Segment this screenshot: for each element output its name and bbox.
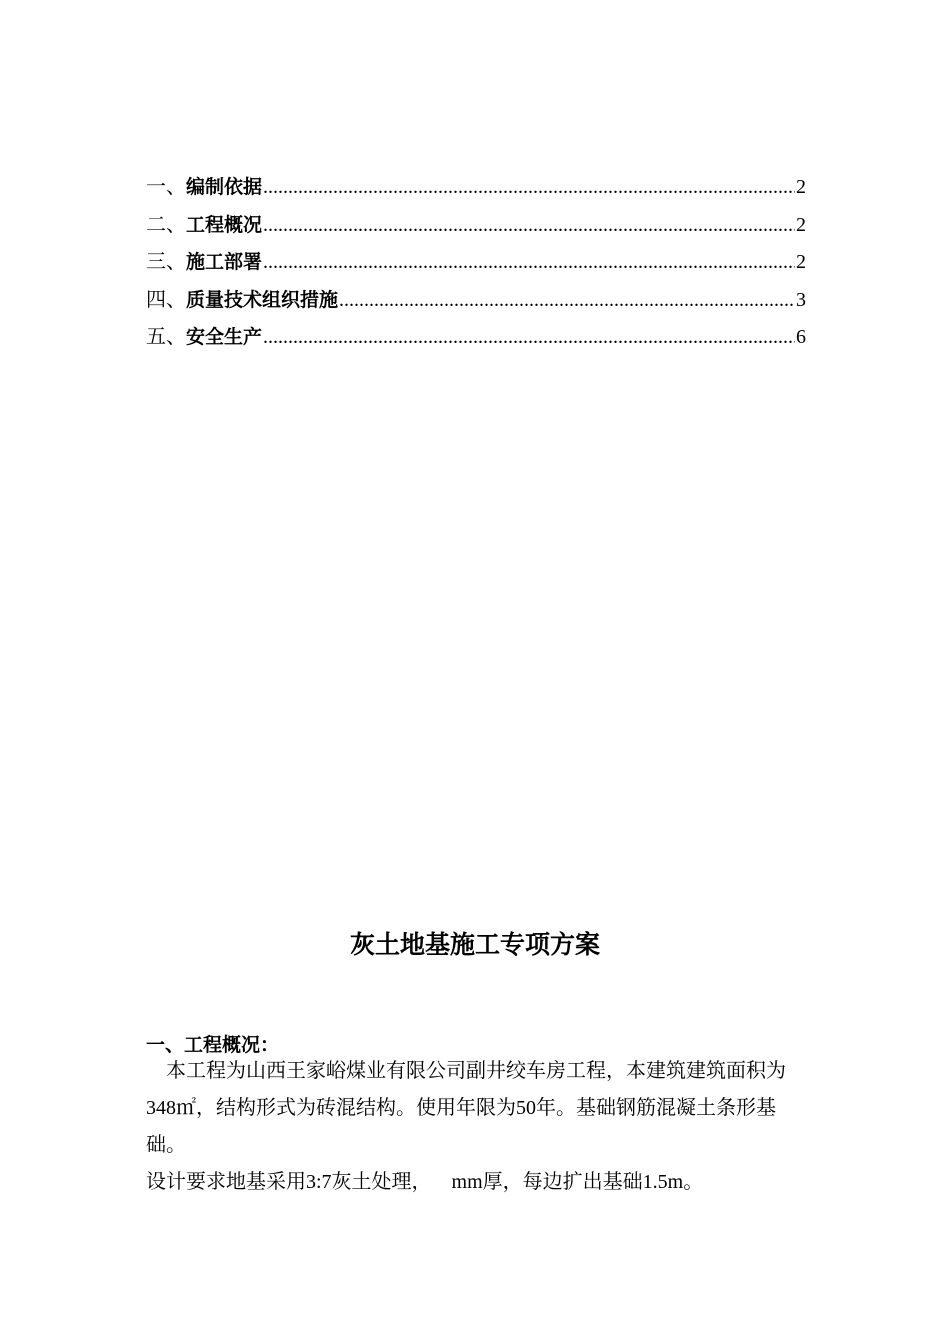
- toc-entry-number: 五、: [146, 326, 186, 348]
- toc-entry[interactable]: [146, 247, 806, 285]
- table-of-contents: [146, 172, 806, 360]
- document-title: 灰土地基施工专项方案: [349, 930, 600, 959]
- toc-entry[interactable]: [146, 210, 806, 248]
- toc-entry-title: 工程概况: [186, 213, 263, 236]
- toc-entry-number: 三、: [146, 251, 186, 273]
- toc-dot-leader: [263, 172, 795, 202]
- section-heading: 一、工程概况：: [146, 1034, 280, 1056]
- toc-entry-page: 6: [796, 326, 806, 348]
- toc-dot-leader: [263, 322, 795, 352]
- toc-dot-leader: [263, 247, 795, 277]
- toc-entry-page: 3: [796, 288, 806, 311]
- design-requirement-paragraph: 设计要求地基采用3:7灰土处理， mm厚，每边扩出基础1.5m。: [146, 1171, 704, 1193]
- toc-entry-number: 一、: [146, 176, 186, 198]
- toc-entry-title: 施工部署: [186, 251, 263, 273]
- toc-entry[interactable]: [146, 322, 806, 360]
- toc-entry-number: 四、: [146, 288, 186, 311]
- toc-entry-number: 二、: [146, 213, 186, 236]
- project-description-paragraph: 本工程为山西王家峪煤业有限公司副井绞车房工程，本建筑建筑面积为348㎡，结构形式为砖混结构。使用年限为50年。基础钢筋混凝土条形基础。: [146, 1060, 786, 1156]
- toc-entry-page: 2: [796, 213, 806, 236]
- toc-entry[interactable]: [146, 172, 806, 210]
- toc-dot-leader: [263, 210, 795, 240]
- toc-entry[interactable]: [146, 285, 806, 323]
- toc-entry-page: 2: [796, 251, 806, 273]
- toc-entry-title: 质量技术组织措施: [186, 288, 339, 311]
- toc-dot-leader: [339, 285, 795, 315]
- toc-entry-title: 编制依据: [186, 176, 263, 198]
- toc-entry-page: 2: [796, 176, 806, 198]
- toc-entry-title: 安全生产: [186, 326, 263, 348]
